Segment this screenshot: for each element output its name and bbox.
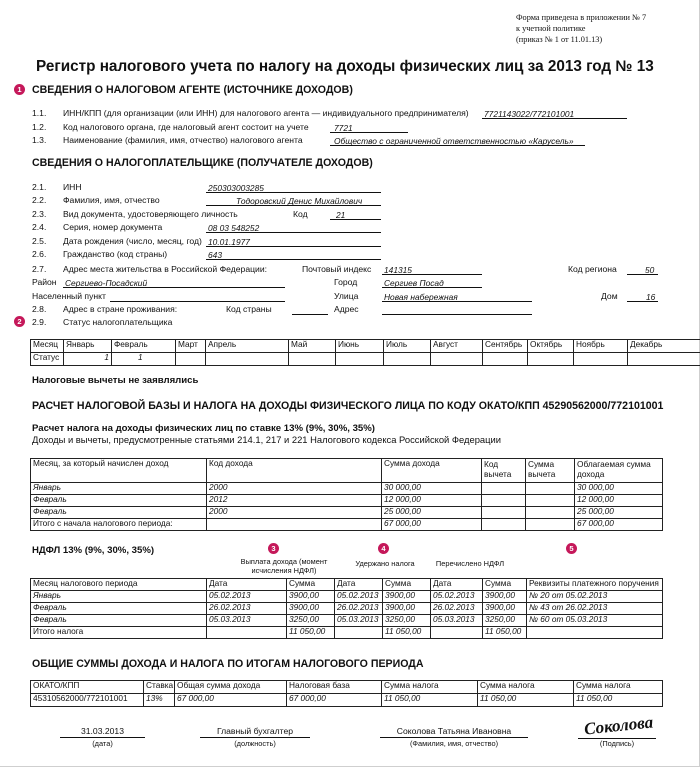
row-number: 2.5. — [32, 236, 47, 246]
field-label: Статус налогоплательщика — [63, 317, 173, 327]
form-note — [516, 12, 646, 46]
table-cell: 26.02.2013 — [431, 603, 483, 615]
withheld-group-label: Удержано налога — [355, 559, 415, 568]
field-label: ИНН — [63, 182, 82, 192]
month-cell: Апрель — [206, 340, 289, 353]
month-cell: Октябрь — [528, 340, 574, 353]
payer-heading: СВЕДЕНИЯ О НАЛОГОПЛАТЕЛЬЩИКЕ (ПОЛУЧАТЕЛЕ ДОХОДОВ) — [32, 157, 373, 169]
agent-inn-kpp-value: 7721143022/772101001 — [484, 109, 575, 119]
status-cell — [574, 353, 628, 366]
table-cell: 2000 — [207, 483, 382, 495]
doc-code-value: 21 — [336, 210, 346, 220]
signature: Соколова — [583, 712, 654, 739]
row-number: 2.2. — [32, 195, 47, 205]
table-cell — [207, 519, 382, 531]
table-cell: 12 000,00 — [575, 495, 663, 507]
field-label: Код страны — [226, 304, 272, 314]
page-title: Регистр налогового учета по налогу на доходы физических лиц за 2013 год № 13 — [36, 58, 654, 75]
calc-subheading-2: Доходы и вычеты, предусмотренные статьями 214.1, 217 и 221 Налогового кодекса Российской Федерации — [32, 434, 501, 445]
table-cell — [526, 495, 575, 507]
status-cell — [483, 353, 528, 366]
month-cell: Июль — [384, 340, 431, 353]
status-cell — [431, 353, 483, 366]
field-label: Код региона — [568, 264, 617, 274]
table-cell: № 43 от 26.02.2013 — [527, 603, 663, 615]
signature-caption: (Подпись) — [599, 739, 635, 748]
table-cell — [482, 483, 526, 495]
table-cell: 3900,00 — [383, 591, 431, 603]
column-header: Общая сумма дохода — [175, 681, 287, 694]
column-header: Месяц, за который начислен доход — [31, 459, 207, 483]
table-cell: 45310562000/772101001 — [31, 694, 144, 707]
month-cell: Сентябрь — [483, 340, 528, 353]
row-number: 2.3. — [32, 209, 47, 219]
table-cell: 11 050,00 — [382, 694, 478, 707]
column-header: Налоговая база — [287, 681, 382, 694]
footer-fio-caption: (Фамилия, имя, отчество) — [409, 739, 499, 748]
field-label: Гражданство (код страны) — [63, 249, 168, 259]
field-label: Адрес места жительства в Российской Федерации: — [63, 264, 268, 274]
status-cell: 1 — [112, 353, 176, 366]
table-cell: Январь — [31, 483, 207, 495]
table-cell — [431, 627, 483, 639]
table-cell: 2012 — [207, 495, 382, 507]
table-cell: 30 000,00 — [575, 483, 663, 495]
table-cell: 11 050,00 — [383, 627, 431, 639]
column-header: Облагаемая сумма дохода — [575, 459, 663, 483]
table-cell: Февраль — [31, 507, 207, 519]
status-cell: 1 — [64, 353, 112, 366]
month-cell: Август — [431, 340, 483, 353]
table-cell: № 60 от 05.03.2013 — [527, 615, 663, 627]
status-table — [30, 339, 700, 366]
table-cell — [526, 507, 575, 519]
payer-fio-value: Тодоровский Денис Михайлович — [236, 196, 363, 206]
table-cell: 3250,00 — [287, 615, 335, 627]
field-label: Наименование (фамилия, имя, отчество) налогового агента — [63, 135, 303, 145]
field-label: Фамилия, имя, отчество — [63, 195, 160, 205]
month-cell: Февраль — [112, 340, 176, 353]
table-cell: 3900,00 — [383, 603, 431, 615]
column-header: Сумма налога — [382, 681, 478, 694]
month-cell: Март — [176, 340, 206, 353]
marker-badge-3: 3 — [268, 543, 279, 554]
table-cell: 11 050,00 — [483, 627, 527, 639]
table-row — [31, 615, 663, 627]
table-row — [31, 495, 663, 507]
column-header: ОКАТО/КПП — [31, 681, 144, 694]
table-cell: 26.02.2013 — [207, 603, 287, 615]
field-label: Код налогового органа, где налоговый агент состоит на учете — [63, 122, 309, 132]
table-cell — [207, 627, 287, 639]
row-label: Месяц — [31, 340, 64, 353]
table-cell: 3900,00 — [287, 603, 335, 615]
column-header: Сумма дохода — [382, 459, 482, 483]
table-cell: 05.03.2013 — [431, 615, 483, 627]
table-cell: 05.02.2013 — [431, 591, 483, 603]
table-cell: Итого налога — [31, 627, 207, 639]
table-total-row — [31, 627, 663, 639]
table-cell: 05.03.2013 — [207, 615, 287, 627]
status-month-row — [31, 340, 700, 353]
status-cell — [206, 353, 289, 366]
table-row — [31, 507, 663, 519]
value-line — [206, 249, 381, 260]
column-header: Дата — [335, 579, 383, 591]
zip-value: 141315 — [384, 265, 412, 275]
field-label: Почтовый индекс — [302, 264, 372, 274]
table-cell: 25 000,00 — [382, 507, 482, 519]
calc-subheading: Расчет налога на доходы физических лиц по ставке 13% (9%, 30%, 35%) — [32, 423, 375, 434]
row-number: 1.2. — [32, 122, 47, 132]
form-note-line: (приказ № 1 от 11.01.13) — [516, 35, 603, 45]
table-cell — [526, 483, 575, 495]
footer-date: 31.03.2013 — [60, 727, 145, 738]
month-cell: Июнь — [336, 340, 384, 353]
table-cell: 12 000,00 — [382, 495, 482, 507]
field-label: Адрес — [334, 304, 359, 314]
field-label: Населенный пункт — [32, 291, 106, 301]
table-cell: 11 050,00 — [478, 694, 574, 707]
status-value-row — [31, 353, 700, 366]
table-cell: 05.02.2013 — [335, 591, 383, 603]
value-line — [110, 291, 285, 302]
month-cell: Ноябрь — [574, 340, 628, 353]
row-number: 1.1. — [32, 108, 47, 118]
table-cell: 3900,00 — [483, 603, 527, 615]
table-cell: Февраль — [31, 495, 207, 507]
column-header: Сумма — [383, 579, 431, 591]
table-cell — [527, 627, 663, 639]
table-cell: 3900,00 — [483, 591, 527, 603]
table-cell — [526, 519, 575, 531]
payout-group-label: Выплата дохода (момент исчисления НДФЛ) — [240, 557, 328, 575]
row-label: Статус — [31, 353, 64, 366]
row-number: 1.3. — [32, 135, 47, 145]
row-number: 2.1. — [32, 182, 47, 192]
table-row — [31, 694, 663, 707]
table-cell: Январь — [31, 591, 207, 603]
table-cell: 11 050,00 — [287, 627, 335, 639]
table-cell — [482, 507, 526, 519]
agent-name-value: Общество с ограниченной ответственностью «Карусель» — [334, 136, 574, 146]
table-cell: 3250,00 — [483, 615, 527, 627]
column-header: Сумма вычета — [526, 459, 575, 483]
field-label: Серия, номер документа — [63, 222, 163, 232]
table-cell: 67 000,00 — [382, 519, 482, 531]
row-number: 2.8. — [32, 304, 47, 314]
table-row — [31, 603, 663, 615]
field-label: Район — [32, 277, 57, 287]
footer-date-caption: (дата) — [92, 739, 113, 748]
column-header: Месяц налогового периода — [31, 579, 207, 591]
ndfl-header-row — [31, 579, 663, 591]
citizenship-value: 643 — [208, 250, 222, 260]
table-cell: 25 000,00 — [575, 507, 663, 519]
column-header: Сумма налога — [574, 681, 663, 694]
row-number: 2.6. — [32, 249, 47, 259]
column-header: Сумма — [483, 579, 527, 591]
income-table — [30, 458, 663, 531]
column-header: Ставка — [144, 681, 175, 694]
value-line — [292, 304, 328, 315]
column-header: Реквизиты платежного поручения — [527, 579, 663, 591]
table-cell: 05.03.2013 — [335, 615, 383, 627]
status-cell — [628, 353, 700, 366]
field-label: Город — [334, 277, 358, 287]
agent-heading: СВЕДЕНИЯ О НАЛОГОВОМ АГЕНТЕ (ИСТОЧНИКЕ ДОХОДОВ) — [32, 84, 353, 96]
field-label: Код — [293, 209, 308, 219]
table-cell: 11 050,00 — [574, 694, 663, 707]
month-cell: Январь — [64, 340, 112, 353]
table-cell — [482, 495, 526, 507]
month-cell: Декабрь — [628, 340, 700, 353]
footer-position-caption: (должность) — [234, 739, 276, 748]
ndfl-table — [30, 578, 663, 639]
status-cell — [176, 353, 206, 366]
table-cell: 30 000,00 — [382, 483, 482, 495]
column-header: Сумма — [287, 579, 335, 591]
form-note-line: к учетной политике — [516, 24, 586, 34]
field-label: Дом — [601, 291, 618, 301]
row-number: 2.7. — [32, 264, 47, 274]
table-cell: 2000 — [207, 507, 382, 519]
table-cell: 67 000,00 — [175, 694, 287, 707]
field-label: Вид документа, удостоверяющего личность — [63, 209, 238, 219]
table-row — [31, 483, 663, 495]
totals-heading: ОБЩИЕ СУММЫ ДОХОДА И НАЛОГА ПО ИТОГАМ НАЛОГОВОГО ПЕРИОДА — [32, 658, 424, 670]
field-label: Улица — [334, 291, 359, 301]
totals-table — [30, 680, 663, 707]
marker-badge-4: 4 — [378, 543, 389, 554]
table-cell — [482, 519, 526, 531]
city-value: Сергиев Посад — [384, 278, 444, 288]
region-value: 50 — [645, 265, 655, 275]
table-cell: 67 000,00 — [287, 694, 382, 707]
totals-header-row — [31, 681, 663, 694]
payer-inn-value: 250303003285 — [208, 183, 264, 193]
table-cell: 13% — [144, 694, 175, 707]
ndfl-heading: НДФЛ 13% (9%, 30%, 35%) — [32, 545, 155, 556]
marker-badge-5: 5 — [566, 543, 577, 554]
transferred-group-label: Перечислено НДФЛ — [435, 559, 505, 568]
table-cell: 3250,00 — [383, 615, 431, 627]
month-cell: Май — [289, 340, 336, 353]
column-header: Дата — [431, 579, 483, 591]
no-deductions-note: Налоговые вычеты не заявлялись — [32, 375, 199, 386]
status-cell — [384, 353, 431, 366]
row-number: 2.9. — [32, 317, 47, 327]
row-number: 2.4. — [32, 222, 47, 232]
district-value: Сергиево-Посадский — [65, 278, 148, 288]
field-label: Дата рождения (число, месяц, год) — [63, 236, 202, 246]
house-value: 16 — [646, 292, 656, 302]
table-cell: 26.02.2013 — [335, 603, 383, 615]
table-cell — [335, 627, 383, 639]
column-header: Дата — [207, 579, 287, 591]
tax-office-code-value: 7721 — [334, 123, 353, 133]
table-cell: Февраль — [31, 603, 207, 615]
marker-badge-2: 2 — [14, 316, 25, 327]
column-header: Сумма налога — [478, 681, 574, 694]
birth-date-value: 10.01.1977 — [208, 237, 250, 247]
table-cell: Итого с начала налогового периода: — [31, 519, 207, 531]
field-label: ИНН/КПП (для организации (или ИНН) для налогового агента — индивидуального предпринимателя) — [63, 108, 469, 118]
table-cell: 05.02.2013 — [207, 591, 287, 603]
field-label: Адрес в стране проживания: — [63, 304, 178, 314]
doc-series-value: 08 03 548252 — [208, 223, 260, 233]
table-cell: 67 000,00 — [575, 519, 663, 531]
value-line — [382, 304, 532, 315]
income-header-row — [31, 459, 663, 483]
table-row — [31, 591, 663, 603]
form-note-line: Форма приведена в приложении № 7 — [516, 13, 647, 22]
column-header: Код дохода — [207, 459, 382, 483]
table-cell: Февраль — [31, 615, 207, 627]
status-cell — [528, 353, 574, 366]
column-header: Код вычета — [482, 459, 526, 483]
table-cell: 3900,00 — [287, 591, 335, 603]
table-total-row — [31, 519, 663, 531]
footer-fio: Соколова Татьяна Ивановна — [380, 727, 528, 738]
table-cell: № 20 от 05.02.2013 — [527, 591, 663, 603]
footer-position: Главный бухгалтер — [200, 727, 310, 738]
calc-heading: РАСЧЕТ НАЛОГОВОЙ БАЗЫ И НАЛОГА НА ДОХОДЫ ФИЗИЧЕСКОГО ЛИЦА ПО КОДУ ОКАТО/КПП 45290562000/772101001 — [32, 400, 664, 412]
status-cell — [289, 353, 336, 366]
status-cell — [336, 353, 384, 366]
street-value: Новая набережная — [384, 292, 458, 302]
marker-badge-1: 1 — [14, 84, 25, 95]
